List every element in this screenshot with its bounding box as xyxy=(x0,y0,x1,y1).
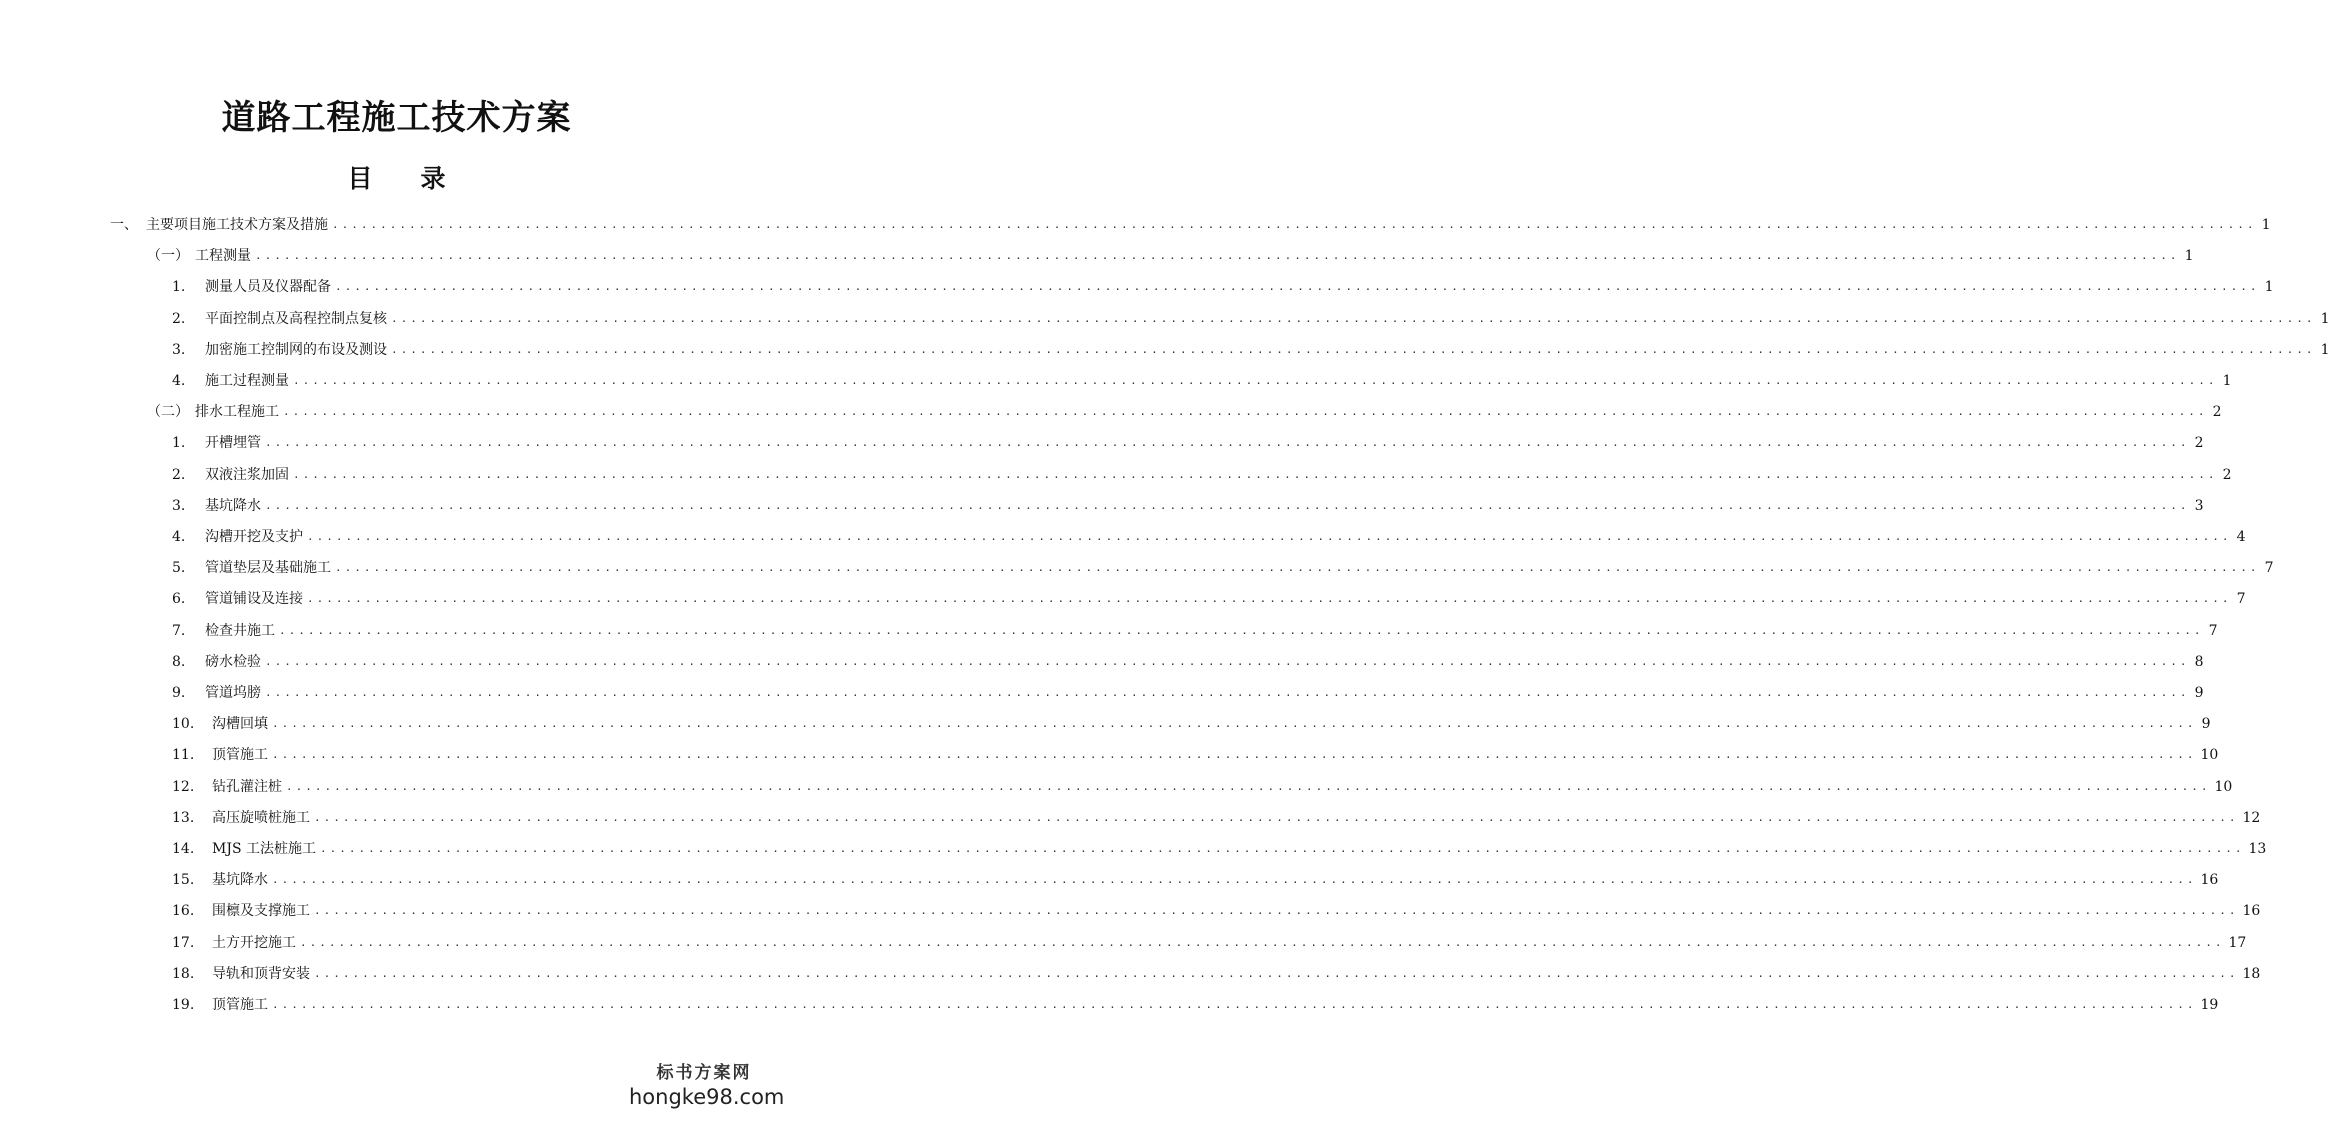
toc-entry-label: 钻孔灌注桩 xyxy=(212,778,282,795)
toc-entry-page: 4 xyxy=(2236,529,2246,545)
toc-entry-page: 8 xyxy=(2194,653,2204,670)
toc-entry-number: 7. xyxy=(172,622,186,639)
toc-entry-page: 18 xyxy=(2242,965,2261,982)
toc-entry-number: 8. xyxy=(172,653,186,670)
toc-entry[interactable] xyxy=(172,678,2204,708)
toc-entry-number: 14. xyxy=(172,841,195,857)
toc-heading-right: 录 xyxy=(420,164,446,193)
toc-dot-leader: ........................................................................................................................................................................................................ xyxy=(332,218,2257,231)
toc-entry-page: 2 xyxy=(2222,466,2232,483)
toc-entry-label: 加密施工控制网的布设及测设 xyxy=(205,341,387,358)
toc-entry-number: 11. xyxy=(172,747,195,764)
toc-dot-leader: ........................................................................................................................................................................................................ xyxy=(272,717,2197,731)
toc-dot-leader: ........................................................................................................................................................................................................ xyxy=(314,904,2239,918)
toc-entry-number: 10. xyxy=(172,716,195,733)
toc-entry-page: 16 xyxy=(2200,872,2219,889)
toc-entry-page: 1 xyxy=(2264,279,2274,296)
toc-entry-label: 平面控制点及高程控制点复核 xyxy=(205,310,387,327)
toc-entry[interactable] xyxy=(172,366,2232,396)
toc-entry-number: 一、 xyxy=(110,217,138,233)
toc-entry-label: 基坑降水 xyxy=(212,872,268,889)
toc-entry-label: 沟槽开挖及支护 xyxy=(205,529,303,545)
toc-entry-number: 5. xyxy=(172,560,186,577)
toc-entry-page: 9 xyxy=(2194,685,2204,701)
toc-entry[interactable] xyxy=(172,896,2261,926)
watermark-title: 标书方案网 xyxy=(656,1063,752,1083)
toc-entry-page: 19 xyxy=(2200,997,2219,1013)
toc-entry[interactable] xyxy=(110,210,2271,240)
toc-entry-label: 测量人员及仪器配备 xyxy=(205,279,331,296)
toc-entry-label: 管道铺设及连接 xyxy=(205,591,303,608)
toc-entry-page: 10 xyxy=(2214,778,2233,795)
toc-entry-page: 1 xyxy=(2184,248,2194,265)
toc-dot-leader: ........................................................................................................................................................................................................ xyxy=(279,623,2204,637)
toc-dot-leader: ........................................................................................................................................................................................................ xyxy=(320,842,2245,855)
toc-dot-leader: ........................................................................................................................................................................................................ xyxy=(391,342,2316,356)
toc-entry-page: 12 xyxy=(2242,809,2261,826)
toc-dot-leader: ........................................................................................................................................................................................................ xyxy=(265,498,2190,512)
toc-entry-page: 3 xyxy=(2194,497,2204,514)
toc-entry[interactable] xyxy=(172,522,2246,552)
toc-entry-page: 1 xyxy=(2261,217,2271,233)
toc-entry-label: 围檩及支撑施工 xyxy=(212,903,310,920)
toc-entry-label: 基坑降水 xyxy=(205,497,261,514)
toc-entry-label: 管道坞膀 xyxy=(205,685,261,701)
toc-entry[interactable] xyxy=(172,616,2218,646)
toc-entry-label: 导轨和顶背安装 xyxy=(212,965,310,982)
toc-entry-number: 9. xyxy=(172,685,186,701)
toc-dot-leader: ........................................................................................................................................................................................................ xyxy=(265,686,2190,699)
toc-entry-number: 16. xyxy=(172,903,195,920)
toc-entry-label: 高压旋喷桩施工 xyxy=(212,809,310,826)
toc-entry-page: 16 xyxy=(2242,903,2261,920)
toc-entry-label: 顶管施工 xyxy=(212,747,268,764)
toc-entry-label: 施工过程测量 xyxy=(205,373,289,389)
toc-dot-leader: ........................................................................................................................................................................................................ xyxy=(286,779,2211,793)
watermark-url: hongke98.com xyxy=(629,1085,785,1109)
toc-entry-number: 2. xyxy=(172,310,186,327)
toc-dot-leader: ........................................................................................................................................................................................................ xyxy=(314,966,2239,980)
toc-dot-leader: ........................................................................................................................................................................................................ xyxy=(307,530,2232,543)
toc-entry[interactable] xyxy=(172,335,2330,365)
toc-entry-number: （一） xyxy=(147,248,189,265)
toc-entry-label: 工程测量 xyxy=(195,248,251,265)
toc-entry-number: 3. xyxy=(172,497,186,514)
toc-entry[interactable] xyxy=(172,272,2274,302)
toc-dot-leader: ........................................................................................................................................................................................................ xyxy=(335,280,2260,294)
toc-entry-number: 13. xyxy=(172,809,195,826)
toc-entry[interactable] xyxy=(172,959,2261,989)
toc-entry-page: 7 xyxy=(2208,622,2218,639)
toc-entry-label: 沟槽回填 xyxy=(212,716,268,733)
toc-entry-number: 19. xyxy=(172,997,195,1013)
toc-entry-number: 17. xyxy=(172,934,195,951)
toc-entry-label: 顶管施工 xyxy=(212,997,268,1013)
toc-entry-number: 1. xyxy=(172,435,186,452)
toc-entry[interactable] xyxy=(172,304,2330,334)
toc-heading xyxy=(0,160,793,198)
toc-entry[interactable] xyxy=(172,834,2267,864)
toc-entry-label: 检查井施工 xyxy=(205,622,275,639)
toc-entry-label: 排水工程施工 xyxy=(195,404,279,421)
toc-entry-label: 双液注浆加固 xyxy=(205,466,289,483)
toc-entry-label: MJS 工法桩施工 xyxy=(212,841,316,857)
toc-entry-number: 6. xyxy=(172,591,186,608)
toc-entry-page: 2 xyxy=(2194,435,2204,452)
document-title: 道路工程施工技术方案 xyxy=(221,98,572,138)
toc-entry-number: 1. xyxy=(172,279,186,296)
toc-entry-page: 13 xyxy=(2248,841,2267,857)
toc-dot-leader: ........................................................................................................................................................................................................ xyxy=(293,374,2218,387)
toc-entry-number: 4. xyxy=(172,373,186,389)
toc-dot-leader: ........................................................................................................................................................................................................ xyxy=(265,436,2190,450)
toc-entry-label: 开槽埋管 xyxy=(205,435,261,452)
toc-entry-number: 3. xyxy=(172,341,186,358)
toc-entry[interactable] xyxy=(147,241,2194,271)
toc-dot-leader: ........................................................................................................................................................................................................ xyxy=(272,998,2197,1011)
toc-entry-label: 管道垫层及基础施工 xyxy=(205,560,331,577)
toc-dot-leader: ........................................................................................................................................................................................................ xyxy=(391,311,2316,325)
toc-entry[interactable] xyxy=(172,928,2247,958)
toc-entry[interactable] xyxy=(172,865,2219,895)
toc-entry[interactable] xyxy=(172,647,2204,677)
toc-entry[interactable] xyxy=(172,709,2211,739)
toc-entry[interactable] xyxy=(172,584,2246,614)
toc-entry-label: 主要项目施工技术方案及措施 xyxy=(146,217,328,233)
toc-entry-page: 1 xyxy=(2320,341,2330,358)
toc-dot-leader: ........................................................................................................................................................................................................ xyxy=(300,935,2225,949)
toc-entry-page: 9 xyxy=(2201,716,2211,733)
toc-entry[interactable] xyxy=(172,740,2219,770)
toc-entry-number: 15. xyxy=(172,872,195,889)
toc-entry-page: 2 xyxy=(2212,404,2222,421)
toc-entry[interactable] xyxy=(172,772,2233,802)
toc-entry-number: （二） xyxy=(147,404,189,421)
toc-dot-leader: ........................................................................................................................................................................................................ xyxy=(314,810,2239,824)
toc-entry[interactable] xyxy=(172,428,2204,458)
toc-dot-leader: ........................................................................................................................................................................................................ xyxy=(293,467,2218,481)
toc-dot-leader: ........................................................................................................................................................................................................ xyxy=(335,561,2260,575)
toc-entry-page: 7 xyxy=(2264,560,2274,577)
toc-entry[interactable] xyxy=(172,491,2204,521)
toc-entry-label: 土方开挖施工 xyxy=(212,934,296,951)
toc-entry-number: 4. xyxy=(172,529,186,545)
toc-entry-page: 7 xyxy=(2236,591,2246,608)
toc-entry-page: 17 xyxy=(2228,934,2247,951)
watermark xyxy=(629,1062,785,1110)
toc-entry-page: 10 xyxy=(2200,747,2219,764)
toc-dot-leader: ........................................................................................................................................................................................................ xyxy=(272,748,2197,762)
toc-entry[interactable] xyxy=(172,553,2274,583)
toc-entry-page: 1 xyxy=(2222,373,2232,389)
toc-dot-leader: ........................................................................................................................................................................................................ xyxy=(307,592,2232,606)
toc-dot-leader: ........................................................................................................................................................................................................ xyxy=(283,405,2208,419)
toc-entry[interactable] xyxy=(172,803,2261,833)
toc-entry[interactable] xyxy=(147,397,2222,427)
toc-entry-page: 1 xyxy=(2320,310,2330,327)
toc-dot-leader: ........................................................................................................................................................................................................ xyxy=(272,873,2197,887)
toc-entry-number: 12. xyxy=(172,778,195,795)
toc-heading-left: 目 xyxy=(347,164,373,193)
toc-dot-leader: ........................................................................................................................................................................................................ xyxy=(255,249,2180,263)
toc-dot-leader: ........................................................................................................................................................................................................ xyxy=(265,654,2190,668)
toc-entry[interactable] xyxy=(172,460,2232,490)
toc-entry-number: 2. xyxy=(172,466,186,483)
toc-entry-number: 18. xyxy=(172,965,195,982)
toc-entry[interactable] xyxy=(172,990,2219,1020)
toc-entry-label: 磅水检验 xyxy=(205,653,261,670)
